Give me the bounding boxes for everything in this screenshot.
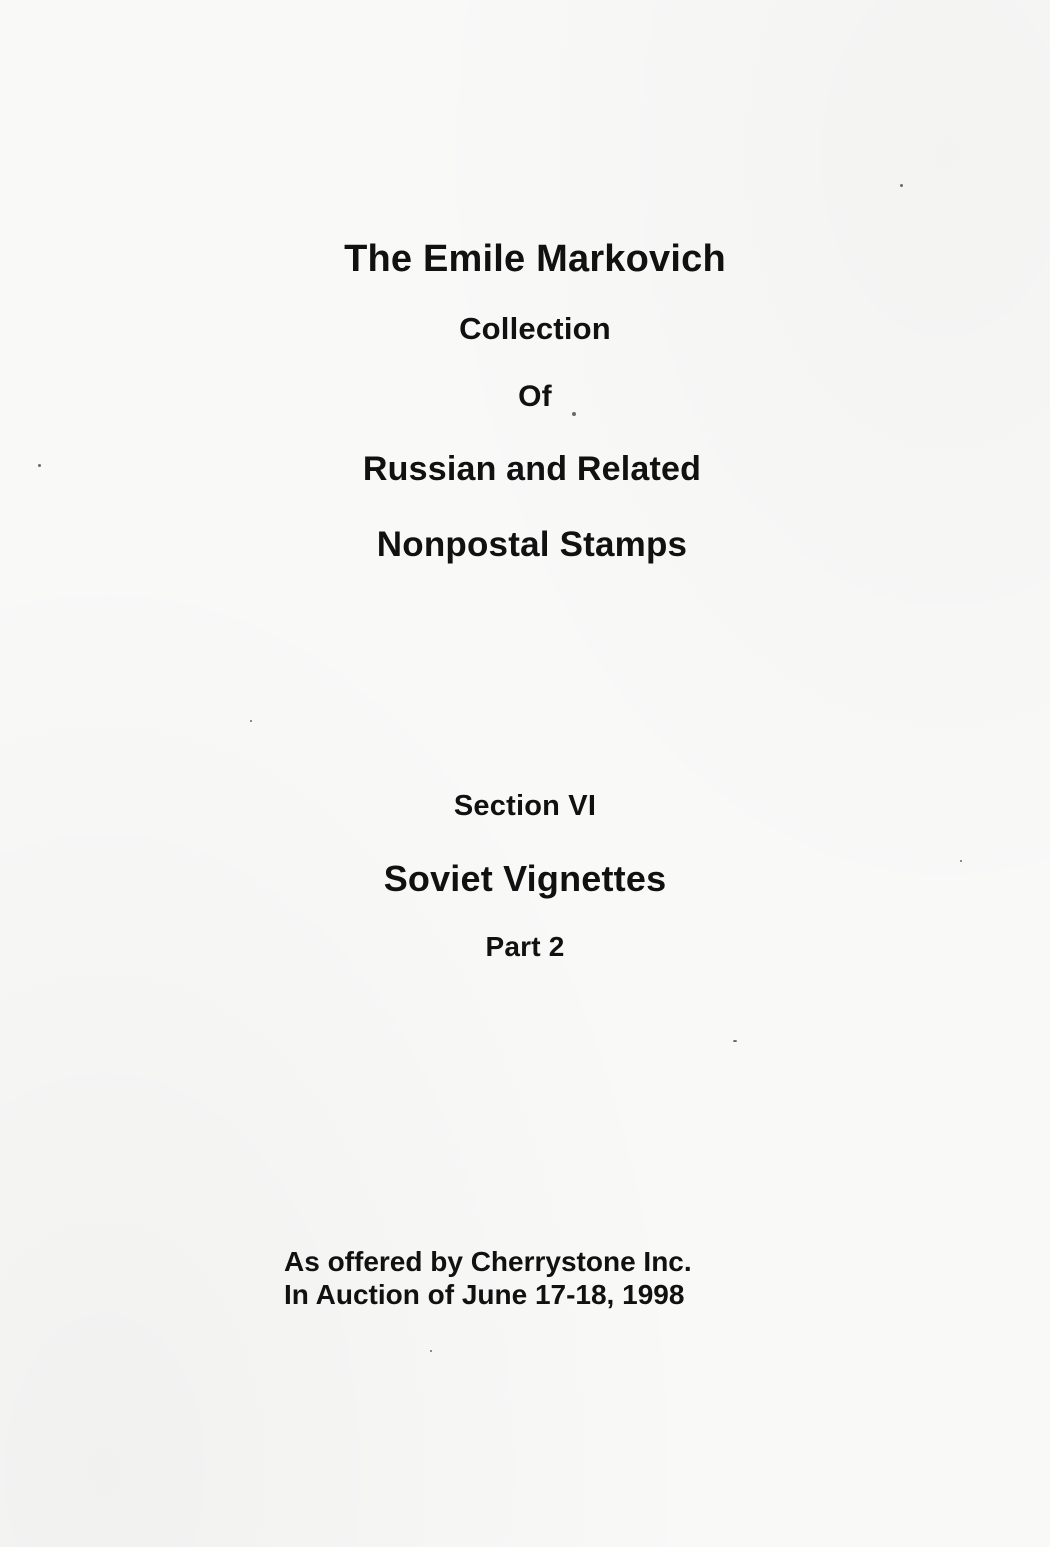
cover-title-line-4: Russian and Related bbox=[362, 450, 702, 488]
scan-speck bbox=[430, 1350, 432, 1352]
part-label: Part 2 bbox=[485, 931, 565, 962]
offer-block bbox=[284, 1245, 764, 1311]
scan-speck bbox=[960, 860, 962, 862]
scan-speck bbox=[250, 720, 252, 722]
section-label: Section VI bbox=[453, 790, 597, 822]
offer-line-1: As offered by Cherrystone Inc. bbox=[284, 1246, 692, 1277]
section-title: Soviet Vignettes bbox=[383, 858, 667, 899]
scan-speck bbox=[900, 184, 903, 187]
cover-title-line-2: Collection bbox=[459, 311, 611, 346]
cover-title-line-1: The Emile Markovich bbox=[344, 238, 726, 280]
scan-speck bbox=[572, 412, 576, 416]
cover-title-line-3: Of bbox=[518, 380, 552, 413]
cover-title-line-5: Nonpostal Stamps bbox=[376, 525, 688, 564]
scan-speck bbox=[733, 1040, 737, 1042]
scan-speck bbox=[38, 464, 41, 467]
offer-line-2: In Auction of June 17-18, 1998 bbox=[284, 1279, 685, 1310]
